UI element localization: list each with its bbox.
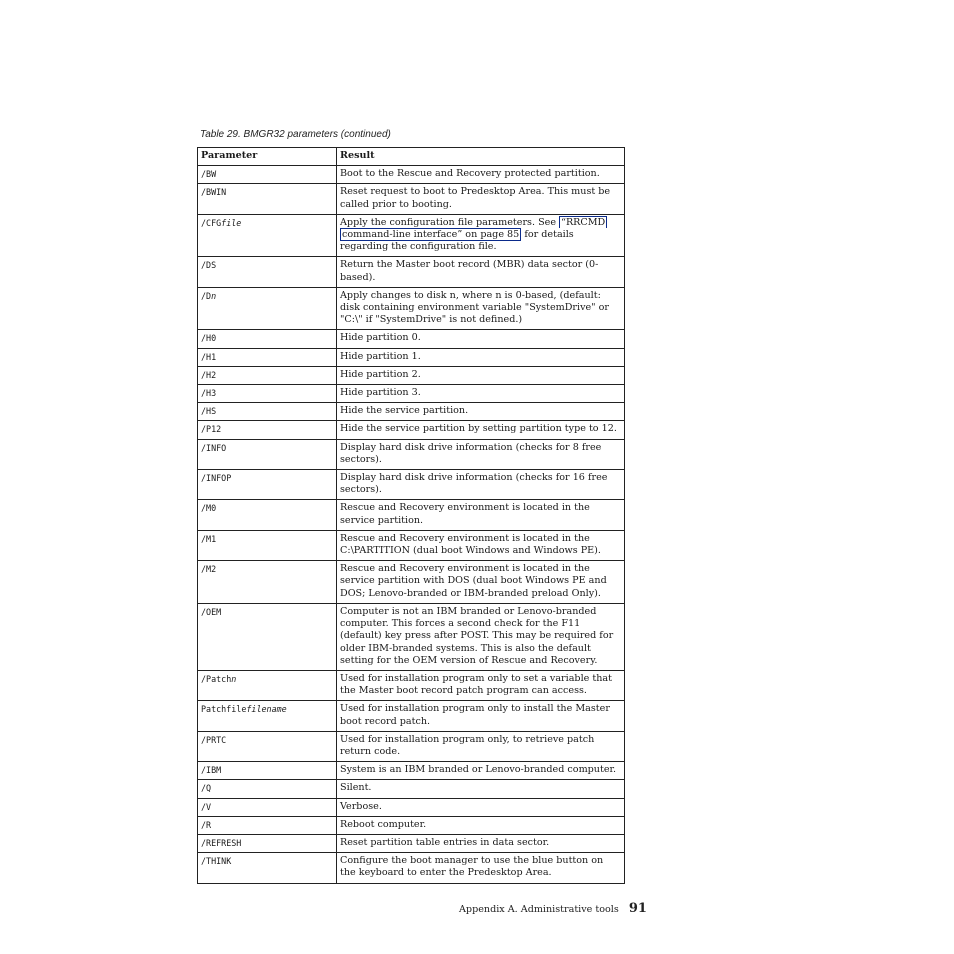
param-cell: /THINK: [198, 853, 337, 883]
table-row: [198, 500, 625, 530]
param-cell: /M1: [198, 530, 337, 560]
result-cell: Display hard disk drive information (checks for 8 free sectors).: [337, 439, 625, 469]
param-cell: /V: [198, 798, 337, 816]
result-cell: Reboot computer.: [337, 816, 625, 834]
result-cell: Apply the configuration file parameters. See “RRCMD command-line interface” on page 85 for details regarding the configuration file.: [337, 214, 625, 257]
result-cell: Verbose.: [337, 798, 625, 816]
table-row: [198, 530, 625, 560]
param-cell: /INFOP: [198, 470, 337, 500]
result-cell: Reset request to boot to Predesktop Area. This must be called prior to booting.: [337, 184, 625, 214]
table-row: [198, 330, 625, 348]
table-row: [198, 798, 625, 816]
param-cell: Patchfilefilename: [198, 701, 337, 731]
table-row: [198, 561, 625, 604]
table-row: [198, 834, 625, 852]
result-cell: Silent.: [337, 780, 625, 798]
result-cell: Hide partition 1.: [337, 348, 625, 366]
param-cell: /P12: [198, 421, 337, 439]
table-row: [198, 184, 625, 214]
table-row: [198, 421, 625, 439]
param-cell: /Q: [198, 780, 337, 798]
param-cell: /H3: [198, 385, 337, 403]
result-cell: Hide partition 3.: [337, 385, 625, 403]
result-cell: Used for installation program only to install the Master boot record patch.: [337, 701, 625, 731]
param-cell: /Dn: [198, 287, 337, 330]
result-cell: Hide the service partition by setting partition type to 12.: [337, 421, 625, 439]
param-cell: /BWIN: [198, 184, 337, 214]
parameters-table: [197, 147, 625, 884]
param-cell: /H2: [198, 366, 337, 384]
result-cell: Hide the service partition.: [337, 403, 625, 421]
table-row: [198, 762, 625, 780]
table-row: [198, 780, 625, 798]
header-result: Result: [337, 148, 625, 166]
param-cell: /R: [198, 816, 337, 834]
table-row: [198, 603, 625, 670]
table-row: [198, 348, 625, 366]
param-cell: /HS: [198, 403, 337, 421]
table-row: [198, 403, 625, 421]
table-row: [198, 214, 625, 257]
table-header-row: [198, 148, 625, 166]
result-cell: Used for installation program only, to retrieve patch return code.: [337, 731, 625, 761]
param-cell: /OEM: [198, 603, 337, 670]
result-cell: Rescue and Recovery environment is located in the service partition with DOS (dual boot Windows PE and DOS; Lenovo-branded or IBM-branded preload Only).: [337, 561, 625, 604]
table-row: [198, 701, 625, 731]
header-parameter: Parameter: [198, 148, 337, 166]
table-row: [198, 670, 625, 700]
table-row: [198, 166, 625, 184]
result-cell: Used for installation program only to set a variable that the Master boot record patch program can access.: [337, 670, 625, 700]
param-cell: /IBM: [198, 762, 337, 780]
page-number: 91: [628, 901, 647, 916]
result-cell: Reset partition table entries in data sector.: [337, 834, 625, 852]
param-cell: /M0: [198, 500, 337, 530]
table-row: [198, 366, 625, 384]
result-cell: Boot to the Rescue and Recovery protected partition.: [337, 166, 625, 184]
param-cell: /Patchn: [198, 670, 337, 700]
result-cell: Rescue and Recovery environment is located in the service partition.: [337, 500, 625, 530]
table-row: [198, 257, 625, 287]
table-row: [198, 853, 625, 883]
param-cell: /REFRESH: [198, 834, 337, 852]
param-cell: /PRTC: [198, 731, 337, 761]
cross-reference-link[interactable]: command-line interface” on page 85: [342, 229, 520, 241]
table-row: [198, 287, 625, 330]
table-row: [198, 816, 625, 834]
param-cell: /H0: [198, 330, 337, 348]
result-cell: Hide partition 2.: [337, 366, 625, 384]
page-footer: [459, 901, 647, 916]
result-cell: Rescue and Recovery environment is located in the C:\PARTITION (dual boot Windows and Windows PE).: [337, 530, 625, 560]
result-cell: Hide partition 0.: [337, 330, 625, 348]
result-cell: Computer is not an IBM branded or Lenovo-branded computer. This forces a second check for the F11 (default) key press after POST. This may be required for older IBM-branded systems. This is also the default setting for the OEM version of Rescue and Recovery.: [337, 603, 625, 670]
table-caption: Table 29. BMGR32 parameters (continued): [200, 129, 391, 140]
table-row: [198, 385, 625, 403]
param-cell: /H1: [198, 348, 337, 366]
param-cell: /CFGfile: [198, 214, 337, 257]
param-cell: /BW: [198, 166, 337, 184]
table-row: [198, 470, 625, 500]
result-cell: Configure the boot manager to use the blue button on the keyboard to enter the Predesktop Area.: [337, 853, 625, 883]
result-cell: Return the Master boot record (MBR) data sector (0-based).: [337, 257, 625, 287]
result-cell: Display hard disk drive information (checks for 16 free sectors).: [337, 470, 625, 500]
table-row: [198, 439, 625, 469]
param-cell: /DS: [198, 257, 337, 287]
param-cell: /M2: [198, 561, 337, 604]
table-row: [198, 731, 625, 761]
result-cell: System is an IBM branded or Lenovo-branded computer.: [337, 762, 625, 780]
footer-section-title: Appendix A. Administrative tools: [459, 904, 619, 915]
cross-reference-link[interactable]: “RRCMD: [561, 216, 606, 228]
result-cell: Apply changes to disk n, where n is 0-based, (default: disk containing environment variable "SystemDrive" or "C:\" if "SystemDrive" is not defined.): [337, 287, 625, 330]
param-cell: /INFO: [198, 439, 337, 469]
